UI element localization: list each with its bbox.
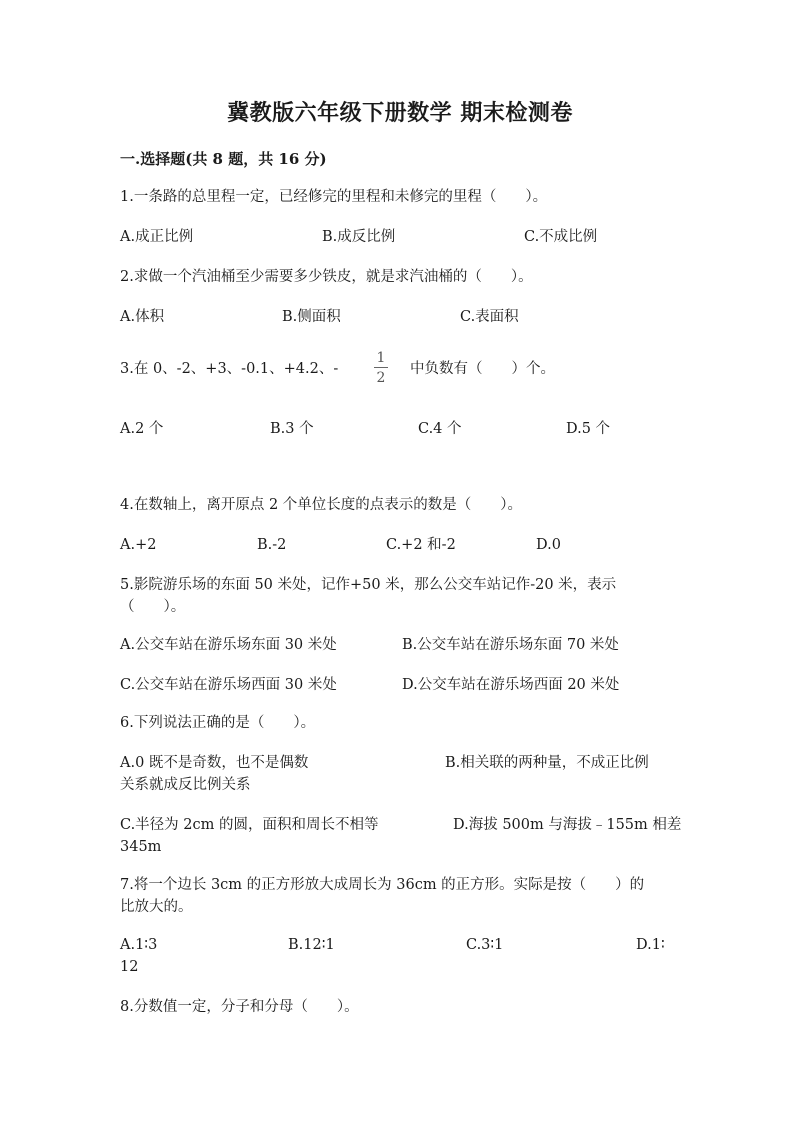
question-3-stem-pre: 3.在 0、-2、+3、-0.1、+4.2、- xyxy=(120,361,339,377)
question-3-option-b[interactable]: B.3 个 xyxy=(270,421,314,437)
question-4-option-b[interactable]: B.-2 xyxy=(257,537,287,553)
question-7-stem-line2: 比放大的。 xyxy=(120,899,193,915)
question-6-stem: 6.下列说法正确的是（ ）。 xyxy=(120,715,316,731)
question-1-option-a[interactable]: A.成正比例 xyxy=(120,229,194,245)
question-2-option-c[interactable]: C.表面积 xyxy=(460,309,519,325)
fraction-denominator: 2 xyxy=(376,370,386,386)
question-4-option-a[interactable]: A.+2 xyxy=(120,537,157,553)
question-6-option-a[interactable]: A.0 既不是奇数，也不是偶数 xyxy=(120,755,309,771)
question-3-option-c[interactable]: C.4 个 xyxy=(418,421,462,437)
question-4-option-c[interactable]: C.+2 和-2 xyxy=(386,537,456,553)
question-2-stem: 2.求做一个汽油桶至少需要多少铁皮，就是求汽油桶的（ ）。 xyxy=(120,269,533,285)
question-6-option-d-line1[interactable]: D.海拔 500m 与海拔﹣155m 相差 xyxy=(453,817,682,833)
question-7-option-c[interactable]: C.3∶1 xyxy=(466,937,504,953)
question-7-option-d[interactable]: D.1∶ xyxy=(636,937,665,953)
question-5-stem-line2: （ ）。 xyxy=(120,599,186,615)
question-6-option-d-line2: 345m xyxy=(120,839,162,855)
question-7-stem-line1: 7.将一个边长 3cm 的正方形放大成周长为 36cm 的正方形。实际是按（ ）的 xyxy=(120,877,645,893)
question-2-option-a[interactable]: A.体积 xyxy=(120,309,165,325)
question-4-stem: 4.在数轴上，离开原点 2 个单位长度的点表示的数是（ ）。 xyxy=(120,497,523,513)
question-6-option-b-line1[interactable]: B.相关联的两种量，不成正比例 xyxy=(445,755,649,771)
question-7-option-d-continued: 12 xyxy=(120,959,139,975)
fraction-bar xyxy=(374,367,388,368)
question-7-option-a[interactable]: A.1∶3 xyxy=(120,937,158,953)
question-3-option-d[interactable]: D.5 个 xyxy=(566,421,611,437)
question-5-option-b[interactable]: B.公交车站在游乐场东面 70 米处 xyxy=(402,637,619,653)
question-6-option-b-line2: 关系就成反比例关系 xyxy=(120,777,251,793)
question-5-option-c[interactable]: C.公交车站在游乐场西面 30 米处 xyxy=(120,677,337,693)
question-3-stem-post: 中负数有（ ）个。 xyxy=(410,361,555,377)
question-5-stem-line1: 5.影院游乐场的东面 50 米处，记作+50 米，那么公交车站记作-20 米，表示 xyxy=(120,577,617,593)
question-1-option-c[interactable]: C.不成比例 xyxy=(524,229,598,245)
page-title: 冀教版六年级下册数学 期末检测卷 xyxy=(227,101,573,126)
question-3-option-a[interactable]: A.2 个 xyxy=(120,421,164,437)
section-heading: 一.选择题(共 8 题，共 16 分) xyxy=(120,150,327,168)
fraction-numerator: 1 xyxy=(376,350,386,366)
question-5-option-d[interactable]: D.公交车站在游乐场西面 20 米处 xyxy=(402,677,620,693)
question-2-option-b[interactable]: B.侧面积 xyxy=(282,309,341,325)
question-6-option-c[interactable]: C.半径为 2cm 的圆，面积和周长不相等 xyxy=(120,817,379,833)
question-7-option-b[interactable]: B.12∶1 xyxy=(288,937,335,953)
question-5-option-a[interactable]: A.公交车站在游乐场东面 30 米处 xyxy=(120,637,337,653)
question-1-option-b[interactable]: B.成反比例 xyxy=(322,229,396,245)
question-8-stem: 8.分数值一定，分子和分母（ ）。 xyxy=(120,999,359,1015)
question-1-stem: 1.一条路的总里程一定，已经修完的里程和未修完的里程（ ）。 xyxy=(120,189,548,205)
fraction-one-half xyxy=(374,350,388,386)
question-4-option-d[interactable]: D.0 xyxy=(536,537,561,553)
